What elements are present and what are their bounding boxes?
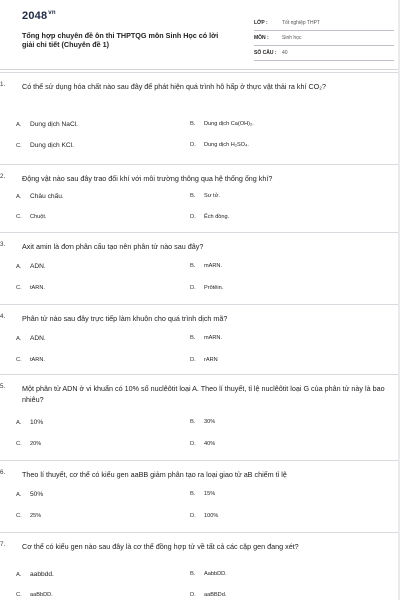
option-letter: B. <box>190 491 196 497</box>
meta-row-subject <box>254 31 394 46</box>
option-c[interactable] <box>16 513 41 519</box>
option-b[interactable] <box>190 571 227 577</box>
option-text: 40% <box>204 441 216 447</box>
question-number: 1. <box>0 81 6 88</box>
meta-key: MÔN : <box>254 35 269 41</box>
option-text: 30% <box>204 419 216 425</box>
option-letter: A. <box>16 420 22 426</box>
option-c[interactable] <box>16 357 45 363</box>
question-text: Động vật nào sau đây trao đổi khí với môi trường thông qua hệ thống ống khí? <box>22 174 273 183</box>
question-6 <box>0 460 398 533</box>
question-1 <box>0 72 398 165</box>
option-a[interactable] <box>16 263 46 270</box>
question-3 <box>0 232 398 305</box>
option-letter: D. <box>190 214 196 220</box>
option-letter: D. <box>190 441 196 447</box>
option-text: aaBbDD. <box>30 592 53 598</box>
option-a[interactable] <box>16 193 64 200</box>
option-text: Dung dịch H₂SO₄. <box>204 142 249 148</box>
option-text: aaBBDd. <box>204 592 227 598</box>
option-a[interactable] <box>16 571 54 578</box>
question-text: Cơ thể có kiểu gen nào sau đây là cơ thể đồng hợp tử về tất cả các cặp gen đang xét? <box>22 542 299 551</box>
option-text: rARN <box>204 357 218 363</box>
option-a[interactable] <box>16 335 46 342</box>
option-c[interactable] <box>16 214 46 220</box>
option-text: 100% <box>204 513 219 519</box>
option-d[interactable] <box>190 592 226 598</box>
option-b[interactable] <box>190 419 215 425</box>
option-text: aabbdd. <box>30 571 54 578</box>
logo-text: 2048 <box>22 10 48 22</box>
option-d[interactable] <box>190 214 229 220</box>
option-letter: C. <box>16 513 22 519</box>
option-text: mARN. <box>204 335 223 341</box>
option-letter: A. <box>16 122 22 128</box>
option-d[interactable] <box>190 142 249 148</box>
logo-suffix: vn <box>48 10 56 17</box>
question-7 <box>0 532 398 600</box>
option-letter: C. <box>16 357 22 363</box>
option-letter: A. <box>16 572 22 578</box>
option-text: 50% <box>30 491 44 498</box>
question-text: Có thể sử dụng hóa chất nào sau đây để phát hiện quá trình hô hấp ở thực vật thải ra khí CO₂? <box>22 82 327 91</box>
option-text: 25% <box>30 513 42 519</box>
option-letter: B. <box>190 335 196 341</box>
option-letter: C. <box>16 592 22 598</box>
option-letter: D. <box>190 513 196 519</box>
option-a[interactable] <box>16 419 43 426</box>
meta-value: Sinh học <box>282 35 302 41</box>
question-number: 4. <box>0 313 6 320</box>
meta-key: LỚP : <box>254 20 268 26</box>
option-b[interactable] <box>190 335 222 341</box>
option-letter: A. <box>16 492 22 498</box>
question-text: Axit amin là đơn phân cấu tạo nên phân tử nào sau đây? <box>22 242 204 251</box>
option-letter: C. <box>16 285 22 291</box>
option-letter: D. <box>190 285 196 291</box>
meta-row-count <box>254 46 394 61</box>
option-letter: A. <box>16 336 22 342</box>
option-text: Dung dịch KCl. <box>30 142 74 149</box>
option-letter: B. <box>190 121 196 127</box>
option-text: 20% <box>30 441 42 447</box>
option-letter: B. <box>190 193 196 199</box>
option-letter: D. <box>190 592 196 598</box>
question-text: Theo lí thuyết, cơ thể có kiểu gen aaBB giảm phân tạo ra loại giao tử aB chiếm tỉ lệ <box>22 470 287 479</box>
option-text: Dung dịch NaCl. <box>30 121 79 128</box>
option-a[interactable] <box>16 491 43 498</box>
option-text: Ếch đồng. <box>204 214 230 220</box>
option-b[interactable] <box>190 193 220 199</box>
option-a[interactable] <box>16 121 78 128</box>
option-d[interactable] <box>190 357 218 363</box>
option-text: tARN. <box>30 357 45 363</box>
option-text: mARN. <box>204 263 223 269</box>
option-text: Sư tử. <box>204 193 220 199</box>
option-letter: D. <box>190 142 196 148</box>
option-letter: B. <box>190 419 196 425</box>
option-c[interactable] <box>16 142 74 149</box>
option-letter: C. <box>16 214 22 220</box>
meta-table <box>254 16 394 61</box>
option-text: ADN. <box>30 335 46 342</box>
document-title: Tổng hợp chuyên đề ôn thi THPTQG môn Sinh Học có lời giải chi tiết (Chuyên đề 1) <box>22 31 219 49</box>
header-divider <box>0 69 398 70</box>
option-b[interactable] <box>190 121 254 127</box>
option-letter: C. <box>16 441 22 447</box>
option-text: ADN. <box>30 263 46 270</box>
option-text: Châu chấu. <box>30 193 64 200</box>
option-d[interactable] <box>190 285 223 291</box>
question-number: 6. <box>0 469 6 476</box>
option-text: Dung dịch Ca(OH)₂. <box>204 121 254 127</box>
option-text: Chuột. <box>30 214 47 220</box>
question-4 <box>0 304 398 375</box>
option-letter: D. <box>190 357 196 363</box>
question-number: 2. <box>0 173 6 180</box>
option-d[interactable] <box>190 441 215 447</box>
option-text: Prôtêin. <box>204 285 224 291</box>
question-number: 3. <box>0 241 6 248</box>
option-c[interactable] <box>16 441 41 447</box>
option-letter: A. <box>16 194 22 200</box>
option-letter: A. <box>16 264 22 270</box>
option-text: 10% <box>30 419 44 426</box>
question-5 <box>0 374 398 461</box>
question-number: 5. <box>0 383 6 390</box>
option-d[interactable] <box>190 513 218 519</box>
option-text: 15% <box>204 491 216 497</box>
document-header <box>22 10 382 76</box>
option-c[interactable] <box>16 592 53 598</box>
question-text: Một phân tử ADN ở vi khuẩn có 10% số nuclêôtit loại A. Theo lí thuyết, tỉ lệ nuclêôtit loại G của phân tử này là bao nhiêu? <box>22 384 385 404</box>
meta-row-class <box>254 16 394 31</box>
option-letter: B. <box>190 263 196 269</box>
question-text: Phân tử nào sau đây trực tiếp làm khuôn cho quá trình dịch mã? <box>22 314 228 323</box>
meta-value: Tốt nghiệp THPT <box>282 20 320 26</box>
option-letter: C. <box>16 143 22 149</box>
option-text: tARN. <box>30 285 45 291</box>
meta-key: SỐ CÂU : <box>254 50 277 56</box>
meta-value: 40 <box>282 50 288 56</box>
option-b[interactable] <box>190 491 215 497</box>
option-text: AabbDD. <box>204 571 227 577</box>
question-number: 7. <box>0 541 6 548</box>
option-c[interactable] <box>16 285 45 291</box>
option-letter: B. <box>190 571 196 577</box>
option-b[interactable] <box>190 263 222 269</box>
question-2 <box>0 164 398 233</box>
